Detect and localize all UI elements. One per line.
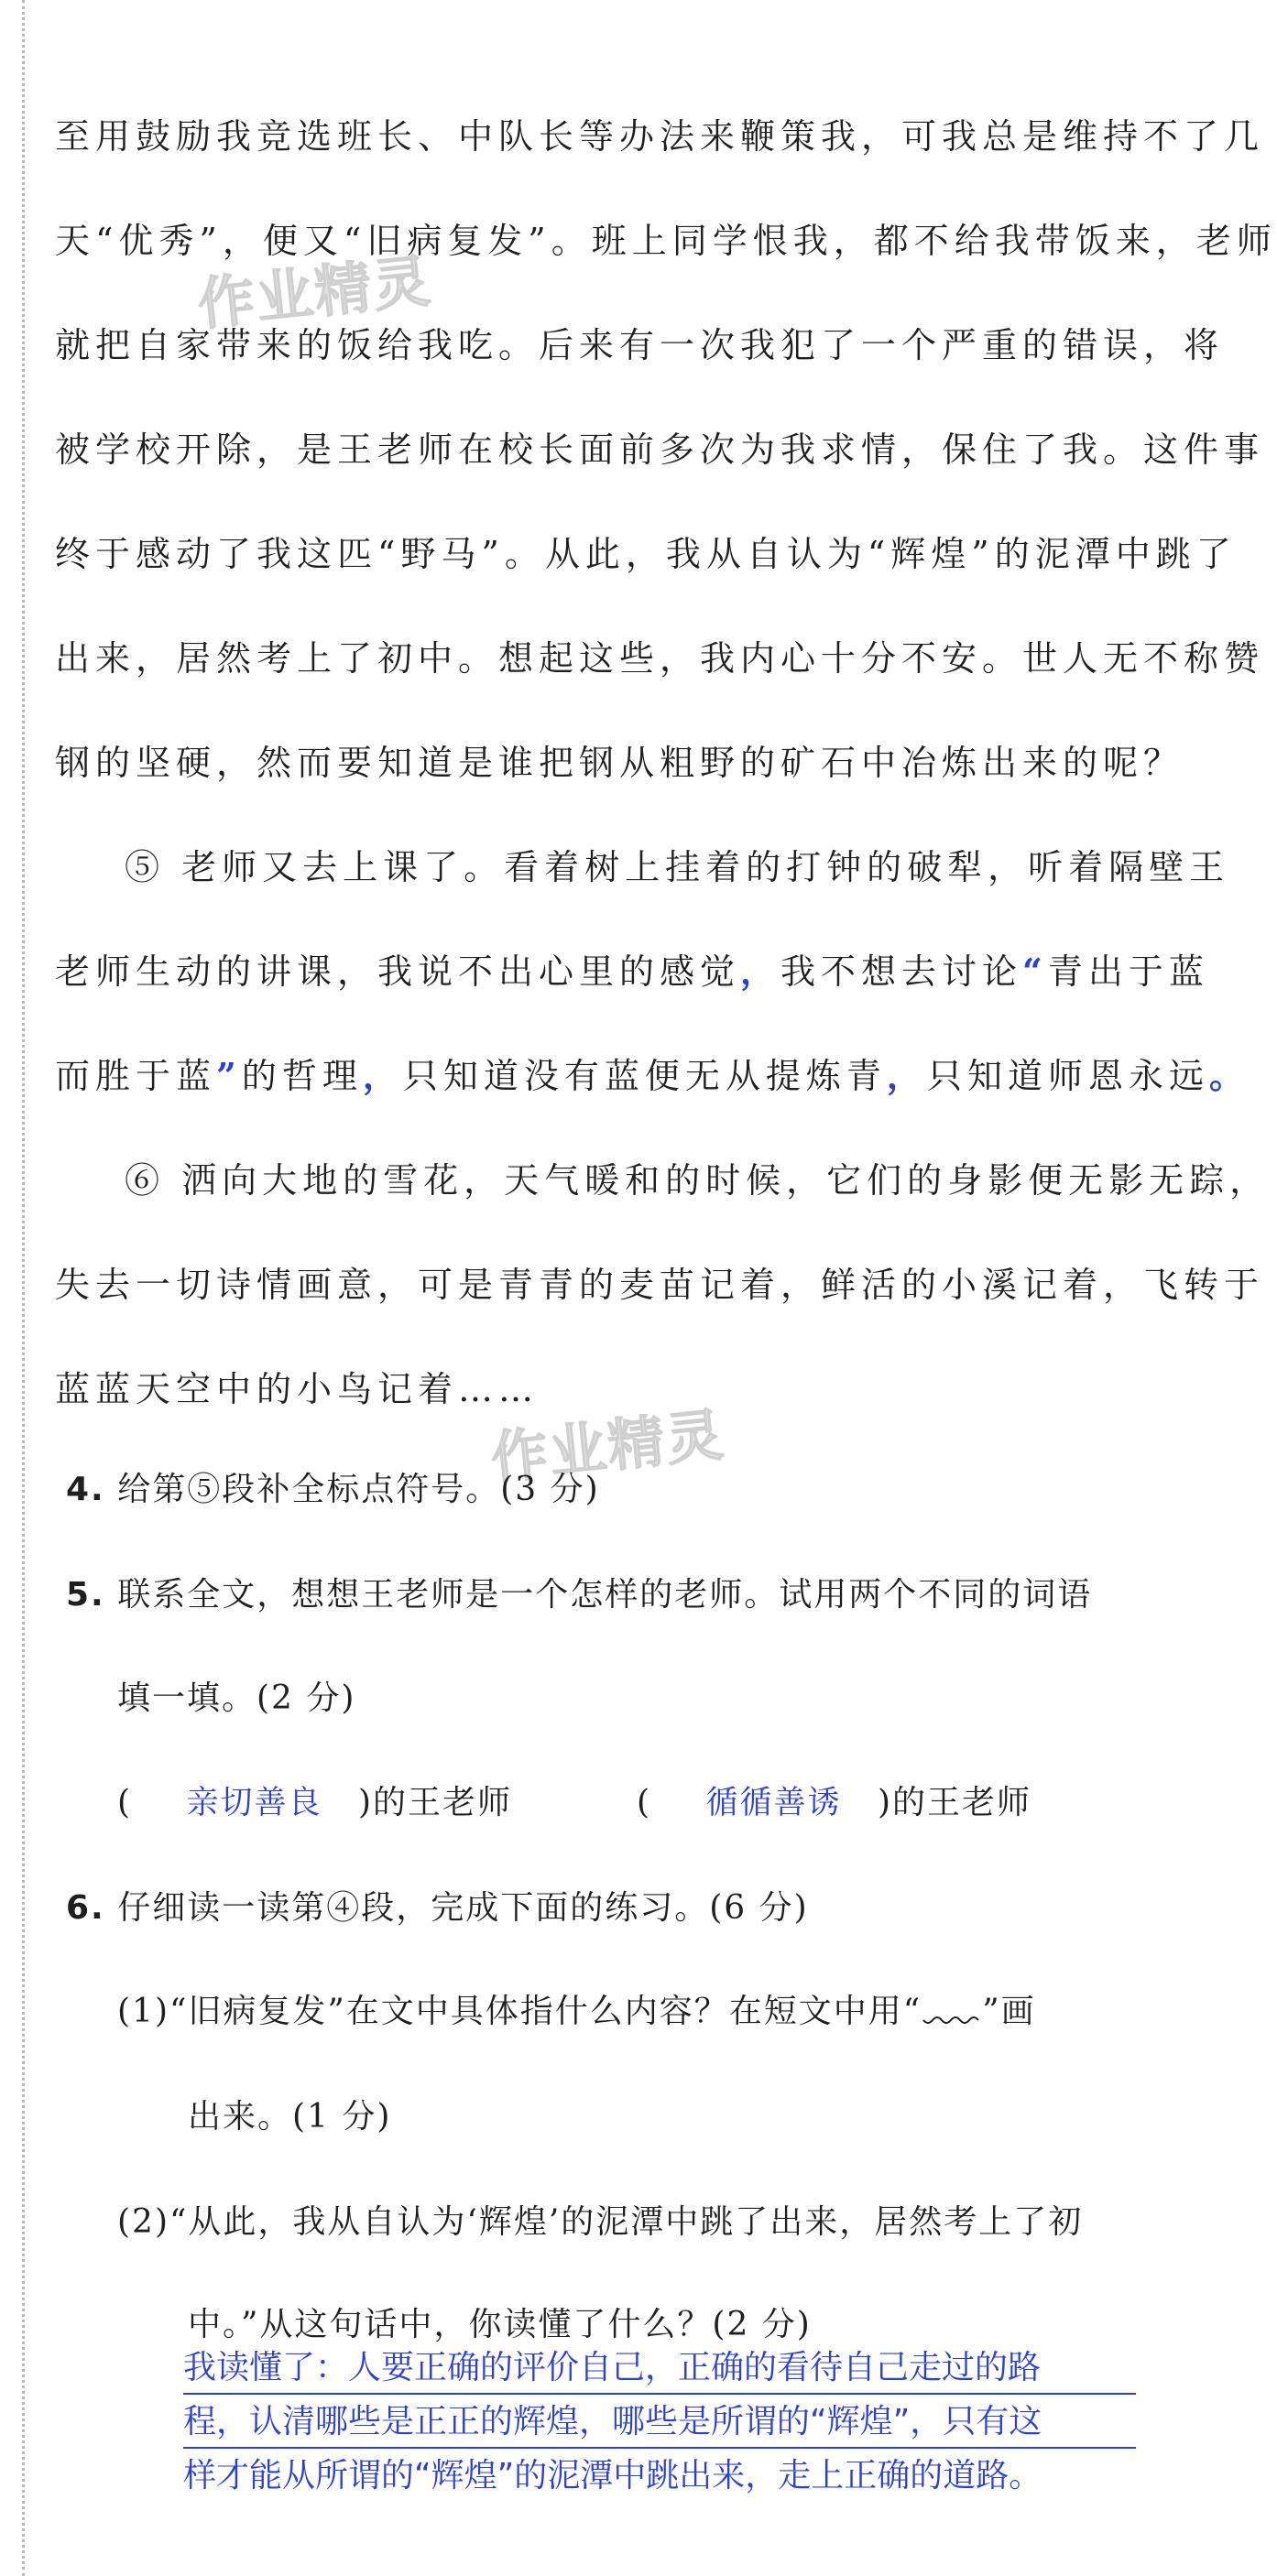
wavy-underline-icon [922,2000,982,2027]
watermark: 作业精灵 [487,1400,728,1493]
question-5-continued: 填一填。(2 分) [117,1679,356,1717]
text-line: 终于感动了我这匹“野马”。从此，我从自认为“辉煌”的泥潭中跳了 [55,534,1237,574]
paragraph-4 [55,84,1277,815]
question-number: 4. [66,1471,105,1508]
text-segment: 只知道没有蓝便无从提炼青 [402,1056,887,1096]
watermark: 作业精灵 [194,246,435,339]
question-number: 5. [66,1576,105,1614]
text-line [55,1024,1250,1128]
text-line: 就把自家带来的饭给我吃。后来有一次我犯了一个严重的错误，将 [55,325,1225,365]
text-segment: 只知道师恩永远 [926,1056,1209,1096]
added-punctuation-mark: ， [362,1055,403,1096]
question-4 [66,1463,600,1510]
question-5-blank-2 [637,1777,1031,1823]
handwritten-answer [183,2342,1136,2503]
text-line: 失去一切诗情画意，可是青青的麦苗记着，鲜活的小溪记着，飞转于 [55,1265,1265,1305]
question-6-sub-1 [117,1985,1036,2032]
paragraph-5 [55,815,1250,1128]
added-punctuation-mark: ” [216,1055,242,1096]
question-6 [66,1882,809,1929]
text-segment: 老师生动的讲课，我说不出心里的感觉 [55,951,741,992]
sub-question-text: ”画 [982,1993,1036,2030]
question-6-sub-2-continued: 中。”从这句话中，你读懂了什么？(2 分) [188,2306,812,2343]
answer-text: 亲切善良 [186,1785,322,1821]
question-5-blank-1 [117,1777,512,1823]
answer-text: 循循善诱 [705,1785,842,1821]
answer-line: 样才能从所谓的“辉煌”的泥潭中跳出来，走上正确的道路。 [183,2457,1042,2494]
question-text: 给第⑤段补全标点符号。(3 分) [117,1471,600,1508]
added-punctuation-mark: ， [740,951,781,992]
binding-margin-line [22,0,25,2576]
text-line: 被学校开除，是王老师在校长面前多次为我求情，保住了我。这件事 [55,429,1265,470]
text-segment: 的哲理 [241,1056,363,1096]
paragraph-6 [55,1128,1271,1441]
blank-open-paren: ( [637,1784,652,1821]
text-line: ⑤ 老师又去上课了。看着树上挂着的打钟的破犁，听着隔壁王 [125,847,1230,887]
text-segment: 而胜于蓝 [55,1056,217,1096]
question-number: 6. [66,1889,105,1927]
text-line: 出来，居然考上了初中。想起这些，我内心十分不安。世人无不称赞 [55,638,1265,679]
text-line [55,919,1209,1024]
question-text: 联系全文，想想王老师是一个怎样的老师。试用两个不同的词语 [117,1576,1093,1614]
text-line: 天“优秀”，便又“旧病复发”。班上同学恨我，都不给我带饭来，老师 [55,221,1277,261]
blank-open-paren: ( [117,1784,133,1821]
question-6-sub-2: (2)“从此，我从自认为‘辉煌’的泥潭中跳了出来，居然考上了初 [117,2203,1084,2241]
question-text: 仔细读一读第④段，完成下面的练习。(6 分) [117,1889,809,1927]
text-segment: 我不想去讨论 [780,951,1023,992]
answer-line: 我读懂了：人要正确的评价自己，正确的看待自己走过的路 [183,2342,1136,2395]
question-5 [66,1569,1092,1615]
text-line: ⑥ 洒向大地的雪花，天气暖和的时候，它们的身影便无影无踪， [125,1160,1271,1201]
question-6-sub-1-continued: 出来。(1 分) [188,2098,392,2136]
text-line: 蓝蓝天空中的小鸟记着…… [55,1369,540,1409]
added-punctuation-mark: 。 [1208,1055,1250,1096]
added-punctuation-mark: “ [1022,951,1048,992]
text-segment: 青出于蓝 [1047,951,1209,992]
text-line: 钢的坚硬，然而要知道是谁把钢从粗野的矿石中冶炼出来的呢？ [55,743,1184,783]
text-line: 至用鼓励我竞选班长、中队长等办法来鞭策我，可我总是维持不了几 [55,116,1265,157]
added-punctuation-mark: ， [886,1055,927,1096]
answer-line: 程，认清哪些是正正的辉煌，哪些是所谓的“辉煌”，只有这 [183,2397,1136,2449]
blank-close-text: )的王老师 [877,1784,1031,1821]
blank-close-text: )的王老师 [357,1784,512,1821]
sub-question-text: (1)“旧病复发”在文中具体指什么内容？在短文中用“ [117,1993,922,2030]
